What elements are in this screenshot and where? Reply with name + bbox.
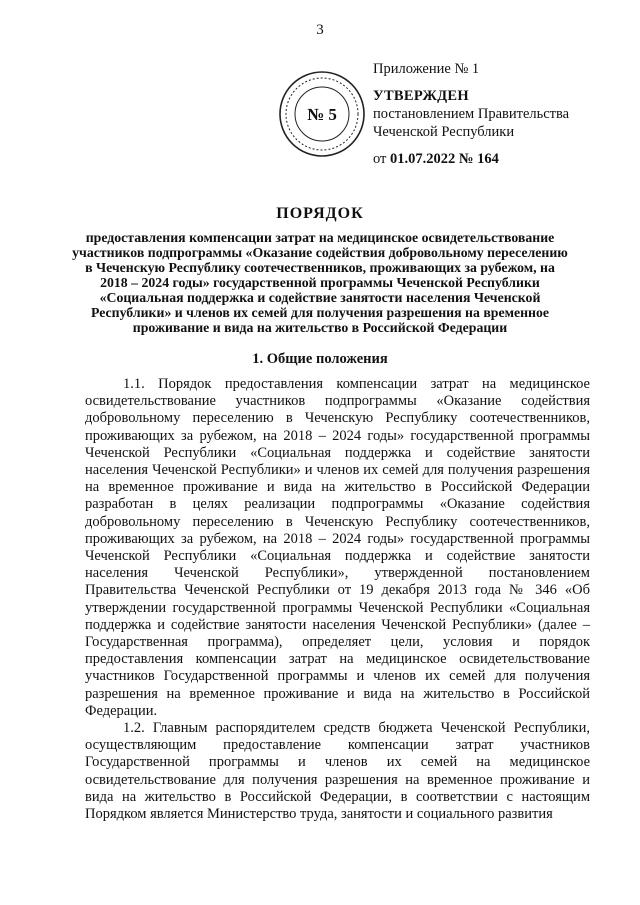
paragraph-1-1: 1.1. Порядок предоставления компенсации затрат на медицинское освидетельствование участников подпрограммы «Оказание содействия добровольному переселению в Чеченскую Республику соотечественников, проживающих за рубежом, на 2018 – 2024 годы» государственной программы Чеченской Республики «Социальная поддержка и содействие занятости населения Чеченской Республики» и членов их семей для получения разрешения на временное проживание и вида на жительство в Российской Федерации разработан в целях реализации подпрограммы «Оказание содействия добровольному переселению в Чеченскую Республику соотечественников, проживающих за рубежом, на 2018 – 2024 годы» государственной программы Чеченской Республики «Социальная поддержка и содействие занятости населения Чеченской Республики», утвержденной постановлением Правительства Чеченской Республики от 19 декабря 2013 года № 346 «Об утверждении государственной программы Чеченской Республики «Социальная поддержка и содействие занятости населения Чеченской Республики» (далее – Государственная программа), определяет цели, условия и порядок предоставления компенсации затрат на медицинское освидетельствование участников Государственной программы и членов их семей для получения разрешения на временное проживание и вида на жительство в Российской Федерации. (85, 376, 590, 719)
document-stamp (278, 70, 366, 158)
appendix-label: Приложение № 1 (373, 61, 480, 77)
document-title: ПОРЯДОК (276, 205, 364, 222)
document-body (85, 376, 590, 823)
approved-by-line-2: Чеченской Республики (373, 124, 515, 140)
approved-by-line-1: постановлением Правительства (373, 106, 570, 122)
approval-date-value: 01.07.2022 № 164 (390, 151, 499, 167)
approval-block (373, 60, 569, 168)
document-subtitle: предоставления компенсации затрат на медицинское освидетельствование участников подпрограммы «Оказание содействия добровольному переселению в Чеченскую Республику соотечественников, проживающих за рубежом, на 2018 – 2024 годы» государственной программы Чеченской Республики «Социальная поддержка и содействие занятости населения Чеченской Республики» и членов их семей для получения разрешения на временное проживание и вида на жительство в Российской Федерации (72, 230, 568, 335)
page-number: 3 (316, 22, 324, 38)
paragraph-1-2: 1.2. Главным распорядителем средств бюджета Чеченской Республики, осуществляющим предоставление компенсации затрат участников Государственной программы и членов их семей на медицинское освидетельствование для получения разрешения на временное проживание и вида на жительство в Российской Федерации, в соответствии с настоящим Порядком является Министерство труда, занятости и социального развития (85, 720, 590, 823)
stamp-number: № 5 (307, 105, 337, 124)
approved-label: УТВЕРЖДЕН (373, 88, 469, 104)
section-heading: 1. Общие положения (252, 351, 388, 367)
approval-date (373, 150, 569, 168)
approval-date-prefix: от (373, 151, 391, 167)
